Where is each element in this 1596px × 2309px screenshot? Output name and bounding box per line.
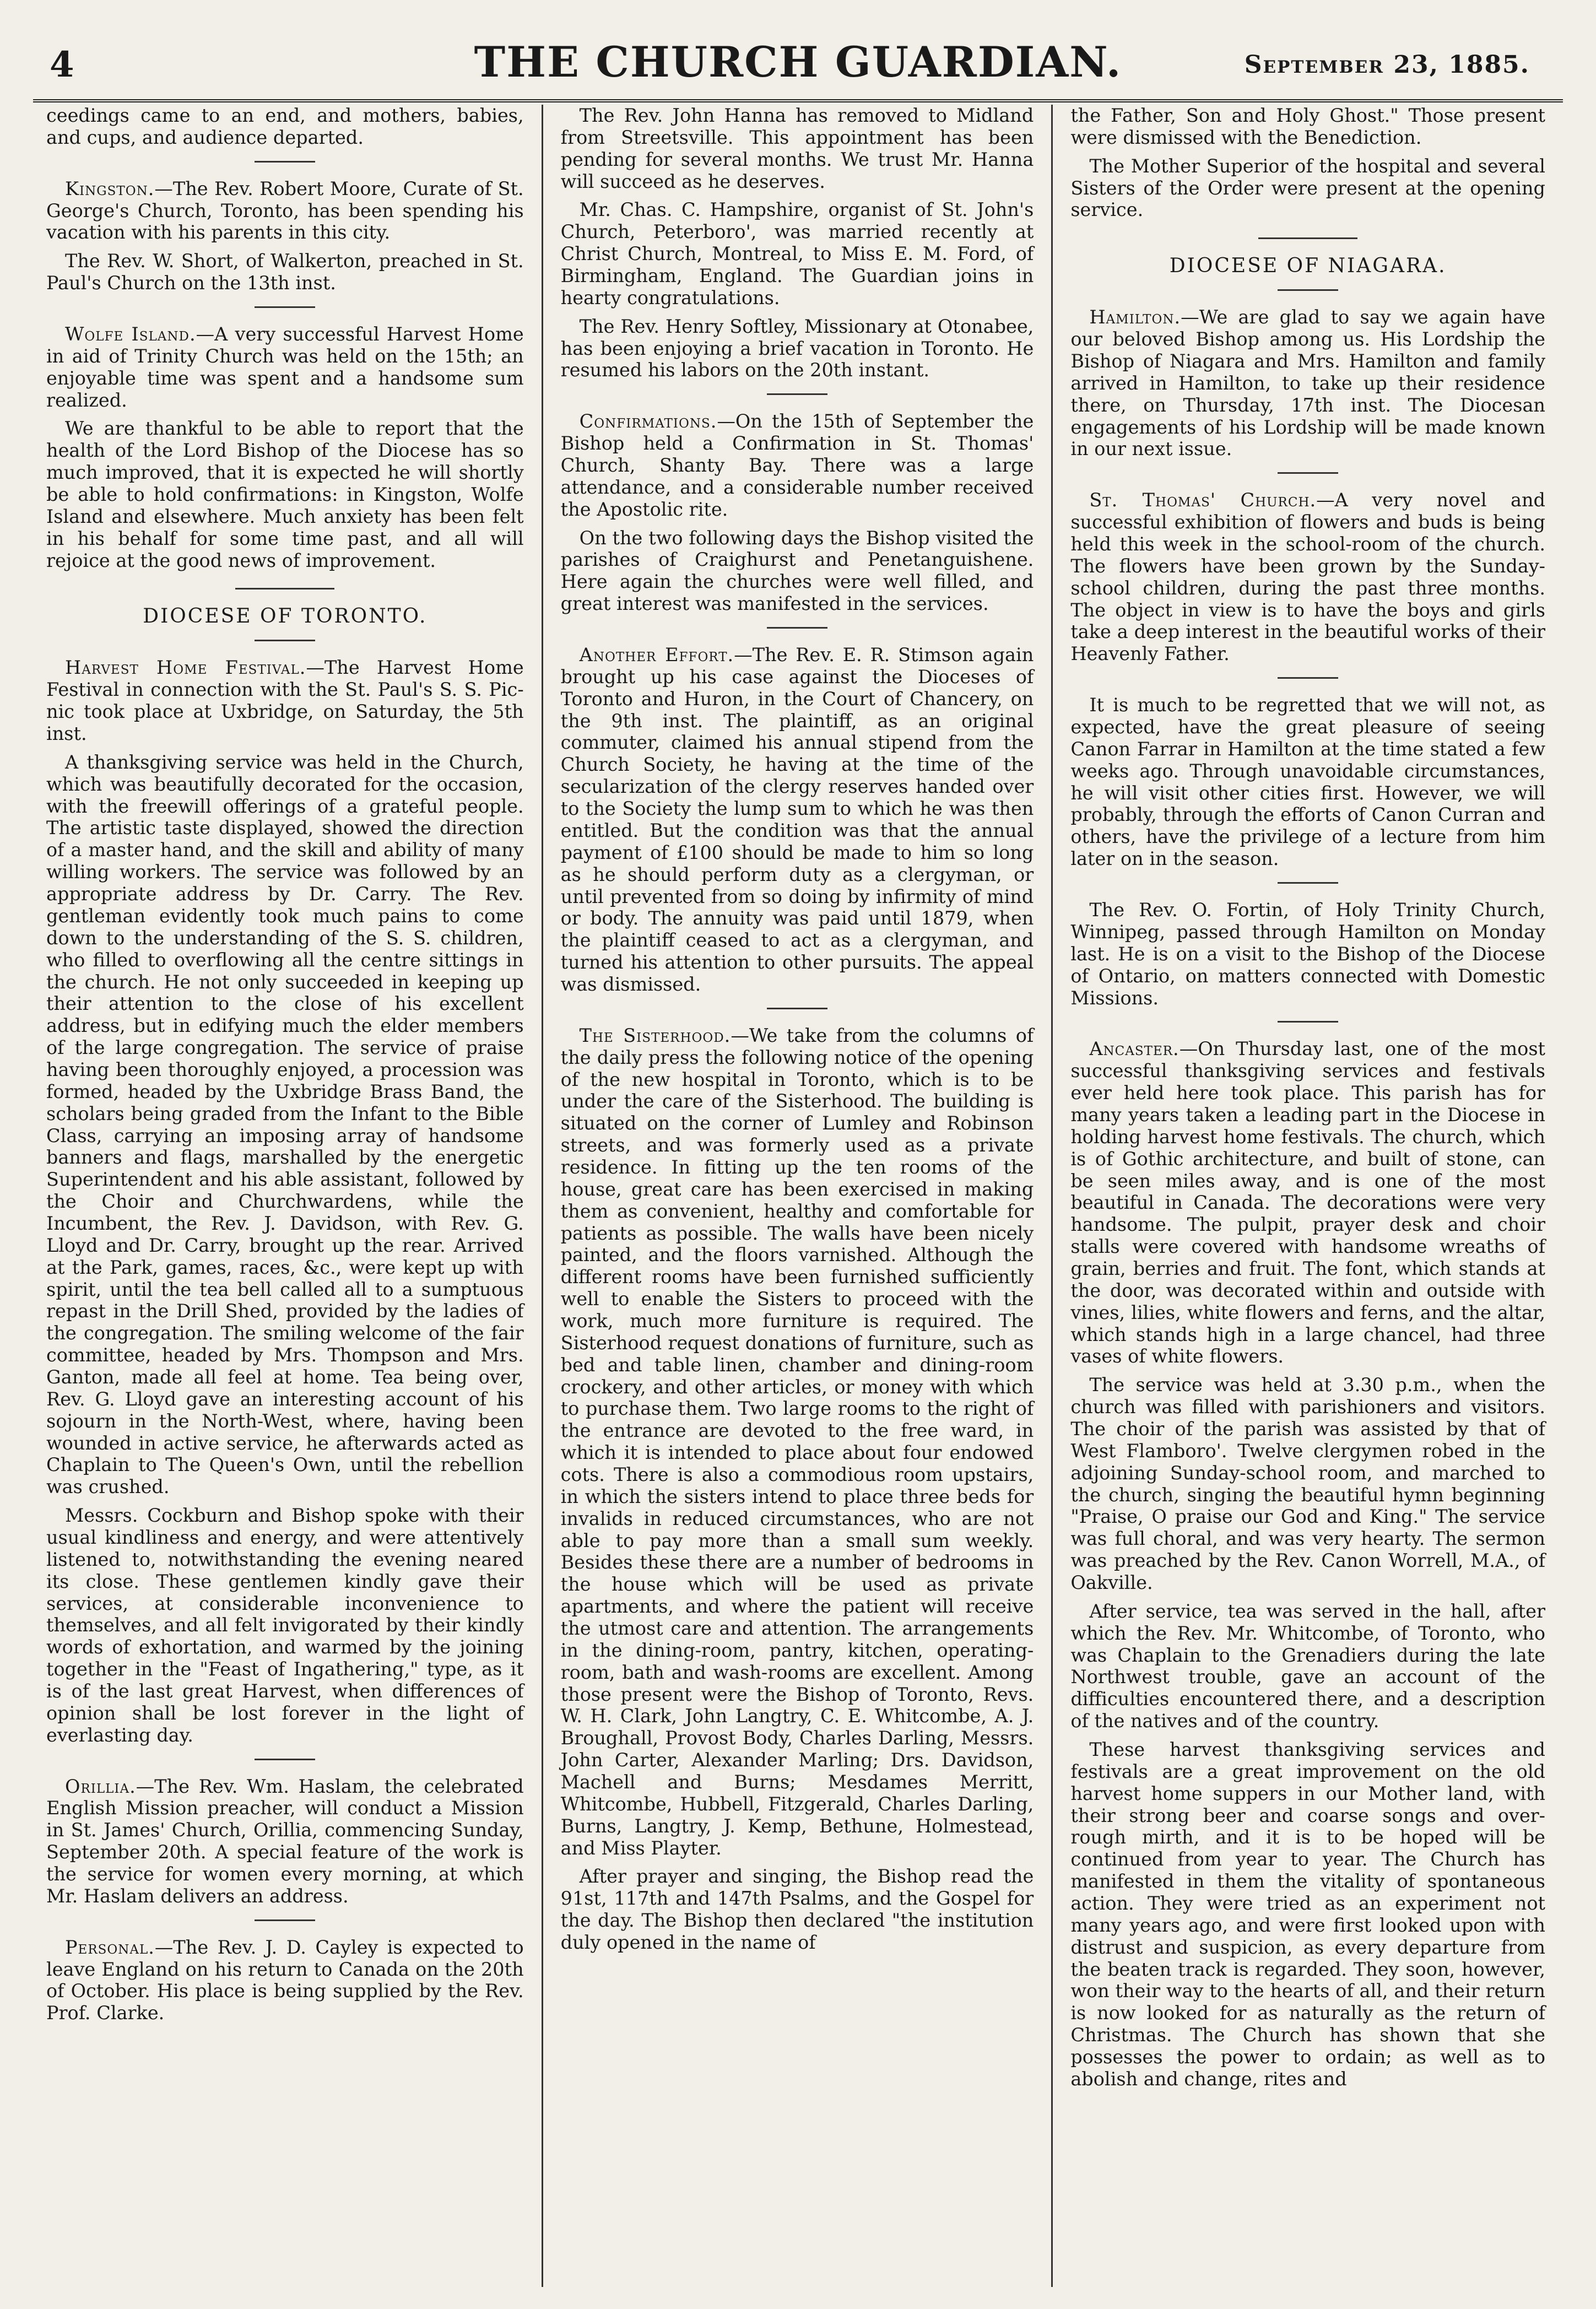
divider — [1278, 1021, 1338, 1023]
paragraph: The Rev. John Hanna has removed to Midland from Streetsville. This appointment has been pending for several months. We trust Mr. Hanna will succeed as he deserves. — [560, 105, 1034, 192]
paragraph: It is much to be regretted that we will not, as expected, have the great pleasure of seeing Canon Farrar in Hamilton at the time stated a few weeks ago. Through unavoidable circumstances, he will visit other cities first. However, we will probably, through the efforts of Canon Curran and others, have the privilege of a lecture from him later on in the season. — [1070, 694, 1545, 870]
page-number: 4 — [50, 44, 74, 85]
paragraph: After prayer and singing, the Bishop read the 91st, 117th and 147th Psalms, and the Gospel for the day. The Bishop then declared "the institution duly opened in the name of — [560, 1865, 1034, 1954]
masthead — [33, 22, 1563, 102]
divider — [255, 640, 315, 641]
paragraph: These harvest thanksgiving services and festivals are a great improvement on the old harvest home suppers in our Mother land, with their strong beer and coarse songs and over-rough mirth, and it is to be hoped will be continued from year to year. The Church has manifested in them the vitality of spontaneous action. They were tried as an experiment not many years ago, and were first looked upon with distrust and suspicion, as every departure from the beaten track is regarded. They soon, however, won their way to the hearts of all, and their return is now looked for as naturally as the return of Christmas. The Church has shown that she possesses the power to ordain; as well as to abolish and change, rites and — [1070, 1739, 1545, 2090]
item-lead: Ancaster. — [1089, 1038, 1180, 1060]
paragraph: On the two following days the Bishop visited the parishes of Craighurst and Penetanguishene. Here again the churches were well filled, and great interest was manifested in the services. — [560, 527, 1034, 615]
divider — [255, 1919, 315, 1921]
divider — [235, 588, 334, 590]
column-2 — [543, 105, 1053, 2287]
paragraph: After service, tea was served in the hall, after which the Rev. Mr. Whitcombe, of Toronto, who was Chaplain to the Grenadiers during the late Northwest trouble, gave an account of the difficulties encountered there, and a description of the natives and of the country. — [1070, 1600, 1545, 1732]
item-text: —On Thursday last, one of the most successful thanksgiving services and festivals ever held here took place. This parish has for many years taken a leading part in the Diocese in holding harvest home festivals. The church, which is of Gothic architecture, and built of stone, can be seen miles away, and is one of the most beautiful in Canada. The decorations were very handsome. The pulpit, prayer desk and choir stalls were covered with handsome wreaths of grain, berries and fruit. The font, which stands at the door, was decorated within and outside with vines, lilies, white flowers and ferns, and the altar, which stands high in a large chancel, had three vases of white flowers. — [1070, 1038, 1545, 1367]
item-lead: Wolfe Island. — [65, 323, 196, 345]
paragraph: The Rev. W. Short, of Walkerton, preached in St. Paul's Church on the 13th inst. — [46, 250, 524, 294]
paragraph — [46, 1776, 524, 1907]
divider — [255, 161, 315, 163]
item-text: —The Rev. Wm. Haslam, the celebrated English Mission preacher, will conduct a Mission in St. James' Church, Orillia, commencing Sunday, September 20th. A special feature of the work is the service for women every morning, at which Mr. Haslam delivers an address. — [46, 1775, 524, 1907]
divider — [1278, 289, 1338, 291]
divider — [1258, 237, 1357, 239]
item-text: —The Rev. Robert Moore, Curate of St. George's Church, Toronto, has been spending his vacation with his parents in this city. — [46, 177, 524, 244]
item-lead: Confirmations. — [579, 410, 717, 432]
divider — [1278, 882, 1338, 884]
paragraph: The service was held at 3.30 p.m., when the church was filled with parishioners and visitors. The choir of the parish was assisted by that of West Flamboro'. Twelve clergymen robed in the adjoining Sunday-school room, and marched to the church, singing the beautiful hymn beginning "Praise, O praise our God and King." The service was full choral, and was very hearty. The sermon was preached by the Rev. Canon Worrell, M.A., of Oakville. — [1070, 1374, 1545, 1593]
paragraph: A thanksgiving service was held in the Church, which was beautifully decorated for the occasion, with the freewill offerings of a grateful people. The artistic taste displayed, showed the direction of a master hand, and the skill and ability of many willing workers. The service was followed by an appropriate address by Dr. Carry. The Rev. gentleman evidently took much pains to come down to the understanding of the S. S. children, who filled to overflowing all the centre sittings in the church. He not only succeeded in keeping up their attention to the close of his excellent address, but in edifying much the elder members of the large congregation. The service of praise having been thoroughly enjoyed, a procession was formed, headed by the Uxbridge Brass Band, the scholars being graded from the Infant to the Bible Class, carrying an imposing array of handsome banners and flags, marshalled by the energetic Superintendent and his able assistant, followed by the Choir and Churchwardens, while the Incumbent, the Rev. J. Davidson, with Rev. G. Lloyd and Dr. Carry, brought up the rear. Arrived at the Park, games, races, &c., were kept up with spirit, until the tea bell called all to a sumptuous repast in the Drill Shed, provided by the ladies of the congregation. The smiling welcome of the fair committee, headed by Mrs. Thompson and Mrs. Ganton, made all feel at home. Tea being over, Rev. G. Lloyd gave an interesting account of his sojourn in the North-West, where, having been wounded in active service, he afterwards acted as Chaplain to The Queen's Own, until the rebellion was crushed. — [46, 751, 524, 1498]
section-heading: DIOCESE OF TORONTO. — [143, 605, 428, 628]
paragraph: Messrs. Cockburn and Bishop spoke with their usual kindliness and energy, and were attentively listened to, notwithstanding the evening neared its close. These gentlemen kindly gave their services, at considerable inconvenience to themselves, and all felt invigorated by their kindly words of exhortation, and warmed by the joining together in the "Feast of Ingathering," type, as it is of the last great Harvest, when differences of opinion shall be lost forever in the light of everlasting day. — [46, 1505, 524, 1746]
column-3 — [1053, 105, 1563, 2287]
item-lead: Orillia. — [65, 1775, 136, 1797]
item-lead: Harvest Home Festival. — [65, 657, 306, 679]
column-1 — [33, 105, 543, 2287]
newspaper-title: THE CHURCH GUARDIAN. — [474, 37, 1122, 86]
item-text: —The Rev. E. R. Stimson again brought up his case against the Dioceses of Toronto and Huron, in the Court of Chancery, on the 9th inst. The plaintiff, as an original commuter, claimed his annual stipend from the Church Society, he having at the time of the secularization of the clergy reserves handed over to the Society the lump sum to which he was then entitled. But the condition was that the annual payment of £100 should be made to him so long as he should perform duty as a clergyman, or until prevented from so doing by infirmity of mind or body. The annuity was paid until 1879, when the plaintiff ceased to act as a clergyman, and turned his attention to other pursuits. The appeal was dismissed. — [560, 644, 1034, 995]
paragraph: The Mother Superior of the hospital and several Sisters of the Order were present at the opening service. — [1070, 155, 1545, 221]
paragraph — [46, 1937, 524, 2024]
paragraph — [561, 1025, 1034, 1859]
issue-date: September 23, 1885. — [1244, 51, 1530, 79]
item-lead: The Sisterhood. — [579, 1024, 731, 1046]
item-text: —We take from the columns of the daily press the following notice of the opening of the new hospital in Toronto, which is to be under the care of the Sisterhood. The building is situated on the corner of Lumley and Robinson streets, and was formerly used as a private residence. In fitting up the ten rooms of the house, great care has been exercised in making them as convenient, healthy and comfortable for patients as possible. The walls have been nicely painted, and the floors varnished. Although the different rooms have been furnished sufficiently well to enable the Sisters to proceed with the work, much more furniture is required. The Sisterhood request donations of furniture, such as bed and table linen, chamber and dining-room crockery, and other articles, or money with which to purchase them. Two large rooms to the right of the entrance are devoted to the free ward, in which it is intended to place about four endowed cots. There is also a commodious room upstairs, in which the sisters intend to place three beds for invalids in reduced circumstances, who are not able to pay more than a small sum weekly. Besides these there are a number of bedrooms in the house which will be used as private apartments, and where the patient will receive the utmost care and attention. The arrangements in the dining-room, pantry, kitchen, operating-room, bath and wash-rooms are excellent. Among those present were the Bishop of Toronto, Revs. W. H. Clark, John Langtry, C. E. Whitcombe, A. J. Broughall, Provost Body, Charles Darling, Messrs. John Carter, Alexander Marling; Drs. Davidson, Machell and Burns; Mesdames Merritt, Whitcombe, Hubbell, Fitzgerald, Charles Darling, Burns, Langtry, J. Kemp, Bethune, Holmestead, and Miss Playter. — [560, 1024, 1034, 1859]
paragraph: The Rev. Henry Softley, Missionary at Otonabee, has been enjoying a brief vacation in Toronto. He resumed his labors on the 20th instant. — [560, 315, 1034, 381]
item-lead: Kingston. — [65, 177, 155, 199]
paragraph — [1070, 306, 1545, 460]
divider — [1278, 472, 1338, 474]
paragraph: The Rev. O. Fortin, of Holy Trinity Church, Winnipeg, passed through Hamilton on Monday last. He is on a visit to the Bishop of the Diocese of Ontario, on matters connected with Domestic Missions. — [1070, 899, 1545, 1009]
item-text: —The Harvest Home Festival in connection with the St. Paul's S. S. Pic-nic took place at Uxbridge, on Saturday, the 5th inst. — [46, 657, 524, 745]
paragraph: We are thankful to be able to report that the health of the Lord Bishop of the Diocese has so much improved, that it is expected he will shortly be able to hold confirmations: in Kingston, Wolfe Island and elsewhere. Much anxiety has been felt in his behalf for some time past, and all will rejoice at the good news of improvement. — [46, 418, 524, 571]
item-text: —The Rev. J. D. Cayley is expected to leave England on his return to Canada on the 20th of October. His place is being supplied by the Rev. Prof. Clarke. — [46, 1936, 524, 2024]
divider — [767, 1008, 827, 1009]
item-lead: St. Thomas' Church. — [1089, 489, 1317, 511]
paragraph: the Father, Son and Holy Ghost." Those present were dismissed with the Benediction. — [1070, 105, 1545, 148]
item-text: —On the 15th of September the Bishop held a Confirmation in St. Thomas' Church, Shanty Bay. There was a large attendance, and a considerable number received the Apostolic rite. — [560, 410, 1034, 520]
divider — [767, 393, 827, 395]
item-lead: Hamilton. — [1089, 306, 1181, 328]
item-lead: Another Effort. — [579, 644, 734, 666]
item-text: —A very novel and successful exhibition of flowers and buds is being held this week in the school-room of the church. The flowers have been grown by the Sunday-school children, during the past three months. The object in view is to have the boys and girls take a deep interest in the beautiful works of their Heavenly Father. — [1070, 489, 1545, 665]
divider — [255, 1759, 315, 1760]
paragraph — [46, 178, 524, 244]
paragraph: ceedings came to an end, and mothers, babies, and cups, and audience departed. — [46, 105, 524, 148]
paragraph — [561, 644, 1034, 996]
article-columns — [33, 105, 1563, 2287]
section-heading: DIOCESE OF NIAGARA. — [1169, 255, 1447, 278]
paragraph — [561, 410, 1034, 520]
divider — [255, 306, 315, 308]
paragraph — [46, 657, 524, 744]
paragraph — [1070, 1038, 1545, 1367]
divider — [1278, 677, 1338, 679]
divider — [767, 627, 827, 629]
paragraph — [46, 323, 524, 411]
paragraph: Mr. Chas. C. Hampshire, organist of St. John's Church, Peterboro', was married recently at Christ Church, Montreal, to Miss E. M. Ford, of Birmingham, England. The Guardian joins in hearty congratulations. — [560, 199, 1034, 309]
item-lead: Personal. — [65, 1936, 155, 1958]
item-text: —We are glad to say we again have our beloved Bishop among us. His Lordship the Bishop of Niagara and Mrs. Hamilton and family arrived in Hamilton, to take up their residence there, on Thursday, 17th inst. The Diocesan engagements of his Lordship will be made known in our next issue. — [1070, 306, 1545, 460]
item-text: —A very successful Harvest Home in aid of Trinity Church was held on the 15th; an enjoyable time was spent and a handsome sum realized. — [46, 323, 524, 411]
paragraph — [1070, 489, 1545, 665]
